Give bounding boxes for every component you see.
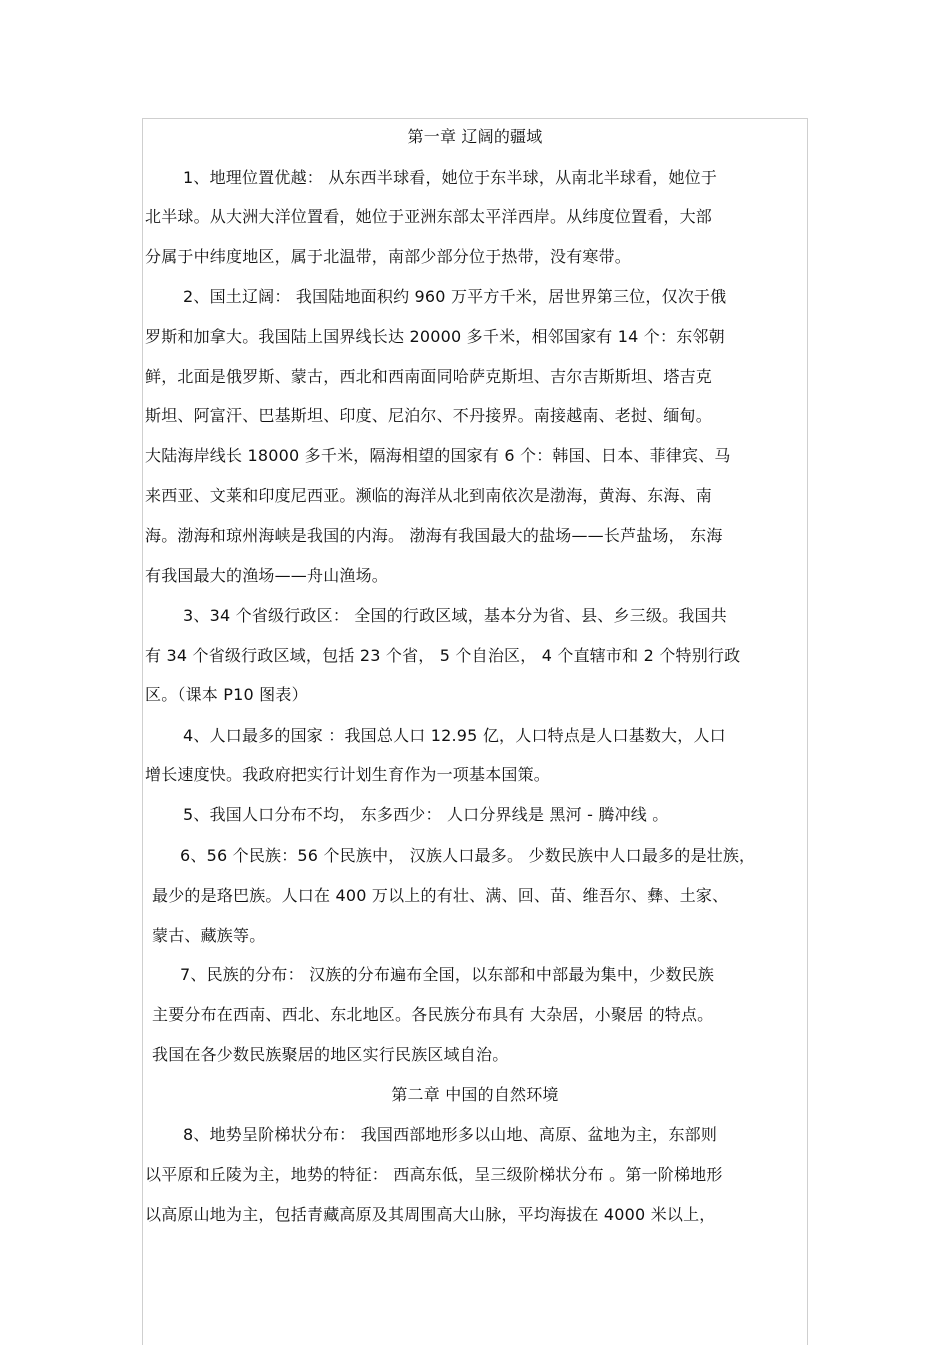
paragraph-line: 以平原和丘陵为主，地势的特征： 西高东低，呈三级阶梯状分布 。第一阶梯地形 bbox=[145, 1165, 723, 1184]
chapter-1-title: 第一章 辽阔的疆域 bbox=[407, 127, 543, 146]
paragraph-line: 增长速度快。我政府把实行计划生育作为一项基本国策。 bbox=[145, 765, 551, 784]
paragraph-line: 3、34 个省级行政区： 全国的行政区域，基本分为省、县、乡三级。我国共 bbox=[183, 606, 727, 625]
paragraph-line: 最少的是珞巴族。人口在 400 万以上的有壮、满、回、苗、维吾尔、彝、土家、 bbox=[152, 886, 729, 905]
paragraph-line: 来西亚、文莱和印度尼西亚。濒临的海洋从北到南依次是渤海，黄海、东海、南 bbox=[145, 486, 713, 505]
paragraph-line: 4、人口最多的国家 ：我国总人口 12.95 亿，人口特点是人口基数大，人口 bbox=[183, 726, 726, 745]
paragraph-line: 7、民族的分布： 汉族的分布遍布全国，以东部和中部最为集中，少数民族 bbox=[180, 965, 715, 984]
paragraph-line: 区。（课本 P10 图表） bbox=[145, 685, 308, 704]
paragraph-line: 斯坦、阿富汗、巴基斯坦、印度、尼泊尔、不丹接界。南接越南、老挝、缅甸。 bbox=[145, 406, 713, 425]
paragraph-line: 鲜，北面是俄罗斯、蒙古，西北和西南面同哈萨克斯坦、吉尔吉斯斯坦、塔吉克 bbox=[145, 367, 713, 386]
paragraph-line: 主要分布在西南、西北、东北地区。各民族分布具有 大杂居，小聚居 的特点。 bbox=[152, 1005, 714, 1024]
paragraph-line: 5、我国人口分布不均， 东多西少： 人口分界线是 黑河 - 腾冲线 。 bbox=[183, 805, 669, 824]
paragraph-line: 北半球。从大洲大洋位置看，她位于亚洲东部太平洋西岸。从纬度位置看，大部 bbox=[145, 207, 713, 226]
paragraph-line: 有我国最大的渔场——舟山渔场。 bbox=[145, 566, 389, 585]
paragraph-line: 我国在各少数民族聚居的地区实行民族区域自治。 bbox=[152, 1045, 509, 1064]
paragraph-line: 蒙古、藏族等。 bbox=[152, 926, 266, 945]
paragraph-line: 有 34 个省级行政区域，包括 23 个省， 5 个自治区， 4 个直辖市和 2 个特别行政 bbox=[145, 646, 741, 665]
paragraph-line: 海。渤海和琼州海峡是我国的内海。 渤海有我国最大的盐场——长芦盐场， 东海 bbox=[145, 526, 723, 545]
paragraph-line: 罗斯和加拿大。我国陆上国界线长达 20000 多千米，相邻国家有 14 个：东邻朝 bbox=[145, 327, 725, 346]
paragraph-line: 2、国土辽阔： 我国陆地面积约 960 万平方千米，居世界第三位，仅次于俄 bbox=[183, 287, 727, 306]
chapter-2-title: 第二章 中国的自然环境 bbox=[391, 1085, 559, 1104]
paragraph-line: 6、56 个民族：56 个民族中， 汉族人口最多。 少数民族中人口最多的是壮族， bbox=[180, 846, 756, 865]
paragraph-line: 大陆海岸线长 18000 多千米，隔海相望的国家有 6 个：韩国、日本、菲律宾、马 bbox=[145, 446, 731, 465]
paragraph-line: 1、地理位置优越： 从东西半球看，她位于东半球，从南北半球看，她位于 bbox=[183, 168, 718, 187]
paragraph-line: 8、地势呈阶梯状分布： 我国西部地形多以山地、高原、盆地为主，东部则 bbox=[183, 1125, 718, 1144]
paragraph-line: 以高原山地为主，包括青藏高原及其周围高大山脉，平均海拔在 4000 米以上， bbox=[145, 1205, 716, 1224]
paragraph-line: 分属于中纬度地区，属于北温带，南部少部分位于热带，没有寒带。 bbox=[145, 247, 632, 266]
